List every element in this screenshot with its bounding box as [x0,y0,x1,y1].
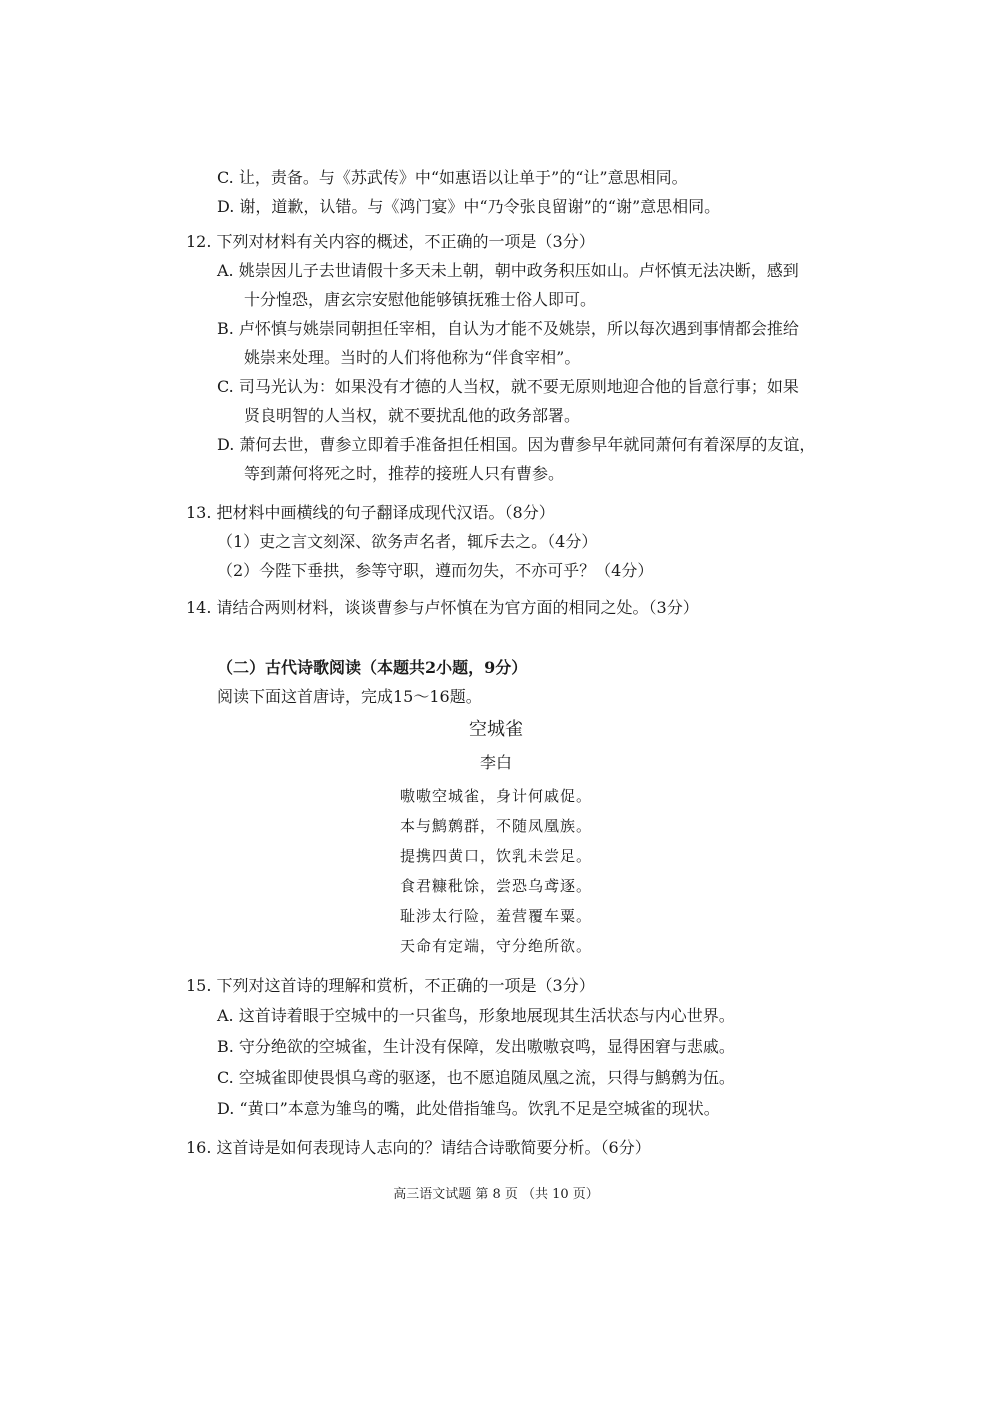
q12-option-d-line1: D. 萧何去世，曹参立即着手准备担任相国。因为曹参早年就同萧何有着深厚的友谊， [217,435,816,454]
poem-line: 食君糠秕馀，尝恐乌鸢逐。 [399,877,592,895]
q12-option-d-line2: 等到萧何将死之时，推荐的接班人只有曹参。 [244,464,565,483]
q12-option-b-line2: 姚崇来处理。当时的人们将他称为“伴食宰相”。 [244,348,581,367]
q14-stem: 14. 请结合两则材料，谈谈曹参与卢怀慎在为官方面的相同之处。（3分） [186,598,699,617]
q13-sentence-1: （1）吏之言文刻深、欲务声名者，辄斥去之。（4分） [217,532,598,551]
poem-author: 李白 [479,753,512,772]
q13-sentence-2: （2）今陛下垂拱，参等守职，遵而勿失，不亦可乎？（4分） [217,561,654,580]
q12-option-c-line2: 贤良明智的人当权，就不要扰乱他的政务部署。 [244,406,581,425]
q15-option-c: C. 空城雀即使畏惧乌鸢的驱逐，也不愿追随凤凰之流，只得与鹪鹩为伍。 [217,1068,735,1087]
section-instruction: 阅读下面这首唐诗，完成15～16题。 [217,687,482,706]
q15-option-a: A. 这首诗着眼于空城中的一只雀鸟，形象地展现其生活状态与内心世界。 [217,1006,735,1025]
q12-option-b-line1: B. 卢怀慎与姚崇同朝担任宰相，自认为才能不及姚崇，所以每次遇到事情都会推给 [217,319,799,338]
q15-option-d: D. “黄口”本意为雏鸟的嘴，此处借指雏鸟。饮乳不足是空城雀的现状。 [217,1099,720,1118]
q11-option-c: C. 让，责备。与《苏武传》中“如惠语以让单于”的“让”意思相同。 [217,168,688,187]
poem-title: 空城雀 [469,719,523,740]
poem-line: 嗷嗷空城雀，身计何戚促。 [399,787,592,805]
q12-stem: 12. 下列对材料有关内容的概述，不正确的一项是（3分） [186,232,595,251]
q15-stem: 15. 下列对这首诗的理解和赏析，不正确的一项是（3分） [186,976,595,995]
q13-stem: 13. 把材料中画横线的句子翻译成现代汉语。（8分） [186,503,555,522]
q12-option-a-line1: A. 姚崇因儿子去世请假十多天未上朝，朝中政务积压如山。卢怀慎无法决断，感到 [217,261,799,280]
q12-option-c-line1: C. 司马光认为：如果没有才德的人当权，就不要无原则地迎合他的旨意行事；如果 [217,377,799,396]
q12-option-a-line2: 十分惶恐，唐玄宗安慰他能够镇抚雅士俗人即可。 [244,290,597,309]
poem-line: 本与鹪鹩群，不随凤凰族。 [399,817,592,835]
section-heading: （二）古代诗歌阅读（本题共2小题，9分） [217,658,528,677]
q11-option-d: D. 谢，道歉，认错。与《鸿门宴》中“乃令张良留谢”的“谢”意思相同。 [217,197,721,216]
q16-stem: 16. 这首诗是如何表现诗人志向的？请结合诗歌简要分析。（6分） [186,1138,651,1157]
page-footer: 高三语文试题 第 8 页 （共 10 页） [393,1187,599,1202]
poem-line: 天命有定端，守分绝所欲。 [399,937,592,955]
poem-line: 耻涉太行险，羞营覆车粟。 [399,907,592,925]
poem-line: 提携四黄口，饮乳未尝足。 [399,847,592,865]
q15-option-b: B. 守分绝欲的空城雀，生计没有保障，发出嗷嗷哀鸣，显得困窘与悲戚。 [217,1037,735,1056]
